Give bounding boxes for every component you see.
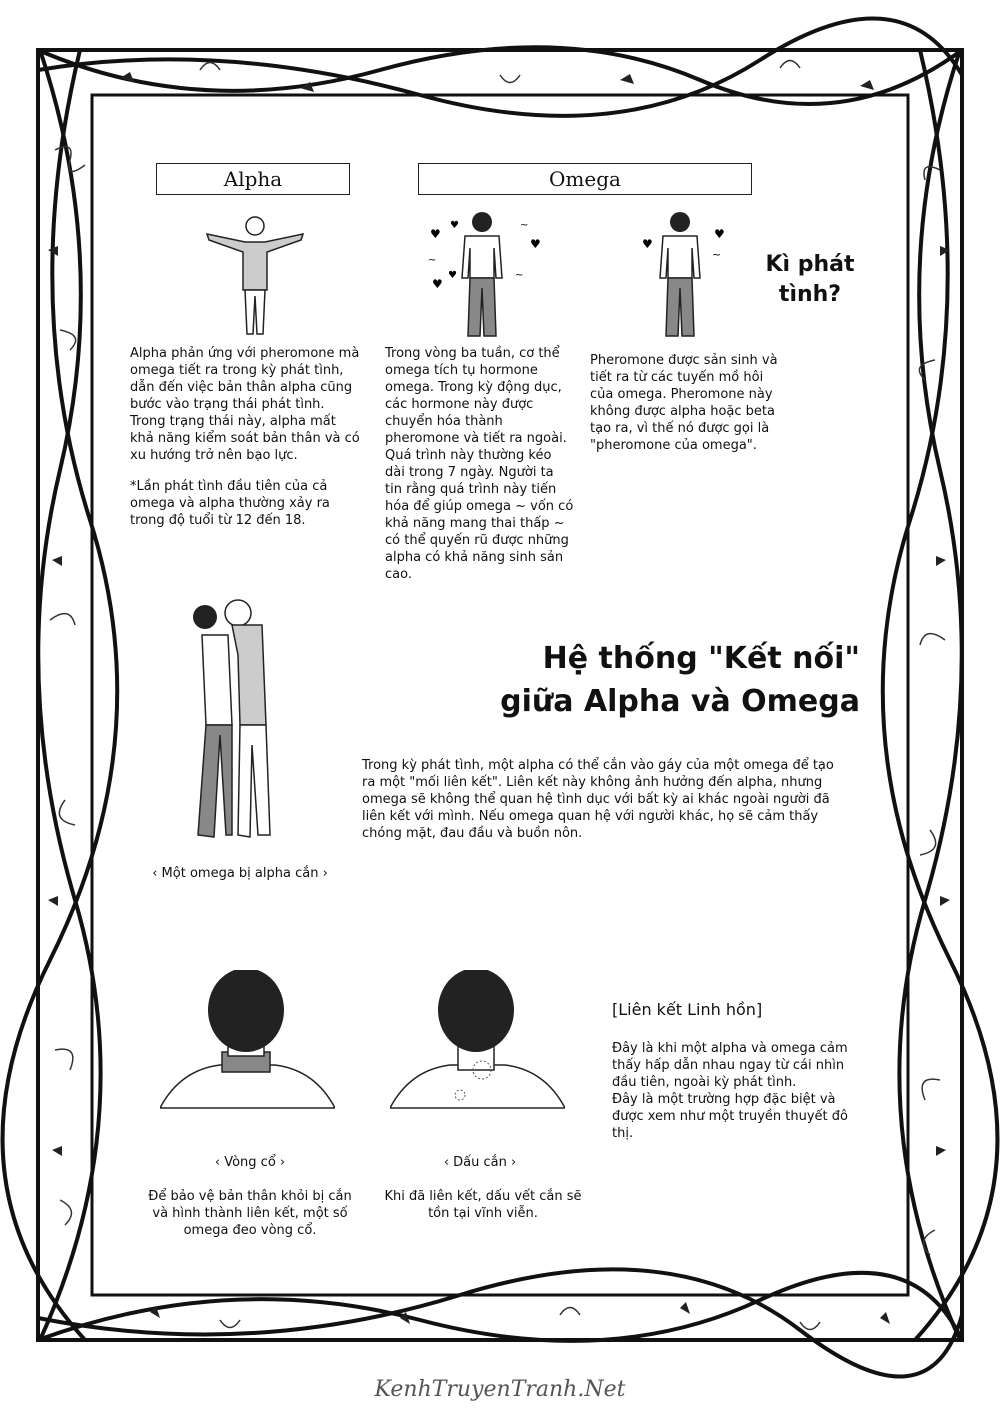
svg-text:♥: ♥ xyxy=(714,227,725,241)
bite-mark-caption: ‹ Dấu cắn › xyxy=(443,1155,517,1170)
soul-bond-description: Đây là khi một alpha và omega cảm thấy hấp dẫn nhau ngay từ cái nhìn đầu tiên, ngoài kỳ phát tình. Đây là một trường hợp đặc biệt và được xem như một truyền thuyết đô thị. xyxy=(612,1041,848,1141)
heat-question: Kì phát tình? xyxy=(765,252,855,307)
svg-text:♥: ♥ xyxy=(642,237,653,251)
bite-mark-figure xyxy=(390,970,565,1110)
collar-figure xyxy=(160,970,335,1110)
bite-caption: ‹ Một omega bị alpha cắn › xyxy=(152,866,328,881)
alpha-description: Alpha phản ứng với pheromone mà omega tiết ra trong kỳ phát tình, dẫn đến việc bản thân alpha cũng bước vào trạng thái phát tình. Trong trạng thái này, alpha mất khả năng kiểm soát bản thân và có xu hướng trở nên bạo lực. xyxy=(130,346,360,463)
omega-figure-2 xyxy=(628,208,738,338)
alpha-header: Alpha xyxy=(156,163,350,195)
omega-description: Trong vòng ba tuần, cơ thể omega tích tụ hormone omega. Trong kỳ động dục, các hormone này được chuyển hóa thành pheromone và tiết ra ngoài. Quá trình này thường kéo dài trong 7 ngày. Người ta tin rằng quá trình này tiến hóa để giúp omega ~ vốn có khả năng mang thai thấp ~ có thể quyến rũ được những alpha có khả năng sinh sản cao. xyxy=(385,346,574,582)
alpha-figure xyxy=(205,212,305,342)
svg-text:♥: ♥ xyxy=(430,227,441,241)
collar-caption: ‹ Vòng cổ › xyxy=(214,1155,286,1170)
watermark: KenhTruyenTranh.Net xyxy=(374,1377,626,1402)
omega-figure xyxy=(420,208,550,338)
svg-text:~: ~ xyxy=(428,255,437,266)
soul-bond-title: [Liên kết Linh hồn] xyxy=(612,1000,763,1019)
svg-text:♥: ♥ xyxy=(432,277,443,291)
bite-mark-description: Khi đã liên kết, dấu vết cắn sẽ tồn tại vĩnh viễn. xyxy=(384,1189,582,1221)
svg-text:♥: ♥ xyxy=(530,237,541,251)
svg-text:~: ~ xyxy=(712,248,722,261)
svg-text:♥: ♥ xyxy=(450,220,459,231)
pheromone-description: Pheromone được sản sinh và tiết ra từ các tuyến mồ hôi của omega. Pheromone này không được alpha hoặc beta tạo ra, vì thế nó được gọi là "pheromone của omega". xyxy=(590,353,778,453)
collar-description: Để bảo vệ bản thân khỏi bị cắn và hình thành liên kết, một số omega đeo vòng cổ. xyxy=(148,1189,352,1238)
svg-text:~: ~ xyxy=(520,220,529,231)
bite-figure xyxy=(180,595,300,855)
omega-header: Omega xyxy=(418,163,752,195)
alpha-note: *Lần phát tình đầu tiên của cả omega và alpha thường xảy ra trong độ tuổi từ 12 đến 18. xyxy=(130,479,330,528)
svg-text:♥: ♥ xyxy=(448,270,457,281)
bond-title-1: Hệ thống "Kết nối" xyxy=(542,641,860,676)
svg-text:~: ~ xyxy=(515,270,524,281)
bond-title-2: giữa Alpha và Omega xyxy=(500,684,860,719)
bond-description: Trong kỳ phát tình, một alpha có thể cắn vào gáy của một omega để tạo ra một "mối liên kết". Liên kết này không ảnh hưởng đến alpha, nhưng omega sẽ không thể quan hệ tình dục với bất kỳ ai khác ngoài người đã liên kết với mình. Nếu omega quan hệ với người khác, họ sẽ cảm thấy chóng mặt, đau đầu và buồn nôn. xyxy=(362,758,834,841)
